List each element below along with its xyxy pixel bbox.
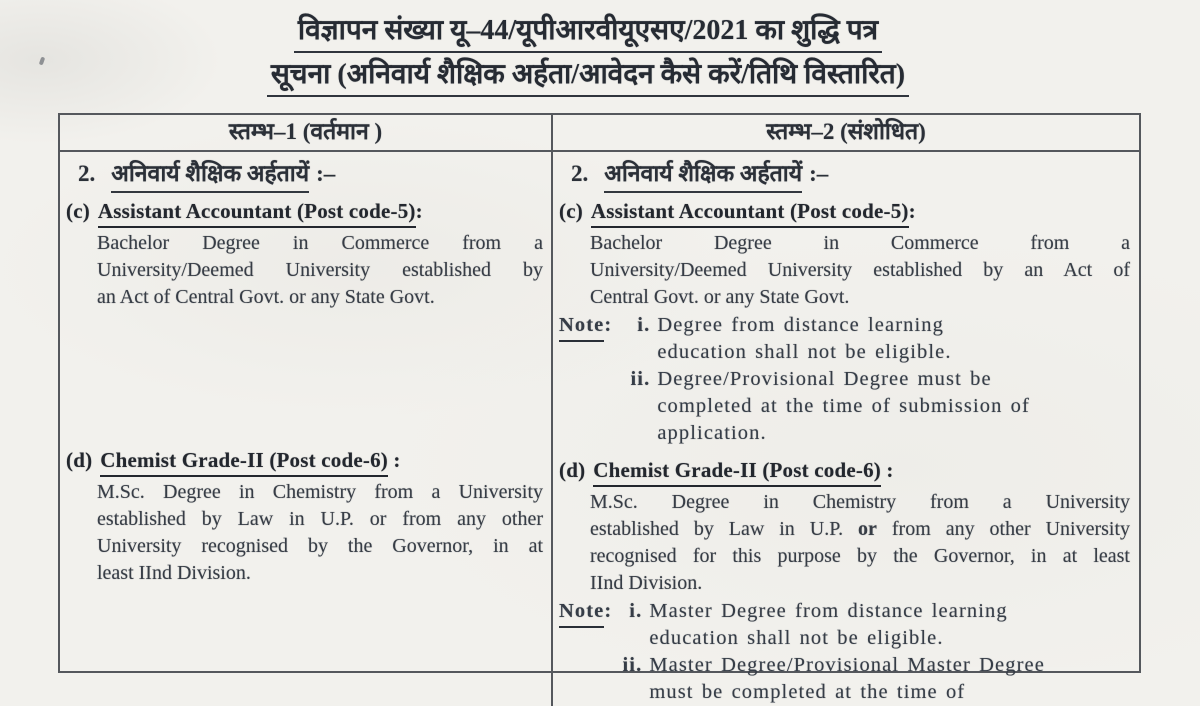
column1-cell-current	[60, 152, 553, 706]
col2-note-d	[559, 598, 1131, 706]
col2-post-d-title: Chemist Grade-II (Post code-6)	[593, 456, 881, 487]
col2-note-d-item-ii-marker: ii.	[622, 654, 643, 676]
col2-note-d-head	[559, 598, 612, 628]
col2-post-d-heading	[559, 456, 1131, 487]
heading-line-1	[0, 14, 1176, 58]
col2-post-c-title: Assistant Accountant (Post code-5)	[591, 197, 909, 228]
col2-item2-suffix: :–	[809, 161, 829, 186]
col1-item2-suffix: :–	[316, 161, 336, 186]
col2-note-d-item-i-text: Master Degree from distance learning education shall not be eligible.	[649, 600, 1008, 649]
col1-post-c-title: Assistant Accountant (Post code-5)	[98, 197, 416, 228]
col1-post-c-marker: (c)	[66, 199, 90, 223]
col2-post-c-body: Bachelor Degree in Commerce from a University/Deemed University established by an Act of Central Govt. or any State Govt.	[590, 232, 1130, 308]
col2-item2-label: अनिवार्य शैक्षिक अर्हतायें	[604, 158, 802, 193]
col2-note-d-item-ii	[614, 652, 1101, 706]
col2-note-c-item-i-marker: i.	[637, 314, 651, 336]
col1-post-c-heading	[66, 197, 543, 228]
heading-line-2-text: सूचना (अनिवार्य शैक्षिक अर्हता/आवेदन कैसे करें/तिथि विस्तारित)	[267, 58, 909, 97]
col2-note-c-items	[622, 312, 1069, 447]
col2-post-d-body: M.Sc. Degree in Chemistry from a University established by Law in U.P. or from any other University recognised for this purpose by the Governor, in at least IInd Division.	[590, 491, 1131, 594]
col1-post-c-colon: :	[415, 199, 423, 223]
col2-note-c-colon: :	[604, 314, 613, 336]
col1-post-c-body: Bachelor Degree in Commerce from a University/Deemed University established by an Act of Central Govt. or any State Govt.	[97, 232, 543, 308]
col2-note-c-label: Note	[559, 312, 604, 342]
col1-item2-heading	[78, 158, 543, 193]
col1-post-d-colon: :	[387, 448, 401, 472]
column2-header: स्तम्भ–2 (संशोधित)	[766, 119, 926, 144]
col1-post-d-heading	[66, 446, 543, 477]
col2-note-c-item-ii	[622, 366, 1069, 447]
table-body-row	[60, 152, 1139, 706]
col2-note-c-item-i	[622, 312, 1069, 366]
col2-post-d-marker: (d)	[559, 458, 586, 482]
col2-note-c-item-ii-text: Degree/Provisional Degree must be completed at the time of submission of application.	[657, 368, 1030, 444]
col2-note-d-item-i	[614, 598, 1101, 652]
col2-note-c-item-ii-marker: ii.	[630, 368, 651, 390]
col2-note-d-items	[614, 598, 1101, 706]
col1-item2-number: 2.	[78, 161, 96, 186]
heading-line-1-text: विज्ञापन संख्या यू–44/यूपीआरवीयूएसए/2021 का शुद्धि पत्र	[294, 14, 882, 53]
col2-note-d-item-ii-text: Master Degree/Provisional Master Degree must be completed at the time of	[649, 654, 1045, 703]
col2-note-d-label: Note	[559, 598, 604, 628]
col2-post-d-colon: :	[880, 458, 894, 482]
col1-item2-label: अनिवार्य शैक्षिक अर्हतायें	[111, 158, 309, 193]
col1-post-d-body: M.Sc. Degree in Chemistry from a University established by Law in U.P. or from any other University recognised by the Governor, in at least IInd Division.	[97, 481, 543, 584]
comparison-table	[58, 113, 1141, 703]
col1-blank-space	[66, 311, 543, 443]
col2-note-c-head	[559, 312, 612, 342]
col2-note-c	[559, 312, 1131, 447]
column1-header: स्तम्भ–1 (वर्तमान )	[60, 115, 553, 150]
col2-item2-heading	[571, 158, 1131, 193]
col2-item2-number: 2.	[571, 161, 589, 186]
col2-post-c-heading	[559, 197, 1131, 228]
col2-post-c-colon: :	[908, 199, 916, 223]
column2-cell-revised	[553, 152, 1139, 706]
col2-post-c-marker: (c)	[559, 199, 583, 223]
document-heading	[0, 14, 1200, 102]
col2-note-c-item-i-text: Degree from distance learning education shall not be eligible.	[657, 314, 952, 363]
col2-note-d-colon: :	[604, 600, 613, 622]
heading-line-2	[0, 58, 1176, 102]
col2-note-d-item-i-marker: i.	[629, 600, 643, 622]
col1-post-d-marker: (d)	[66, 448, 93, 472]
table-header-row	[60, 115, 1139, 152]
col1-post-d-title: Chemist Grade-II (Post code-6)	[100, 446, 388, 477]
